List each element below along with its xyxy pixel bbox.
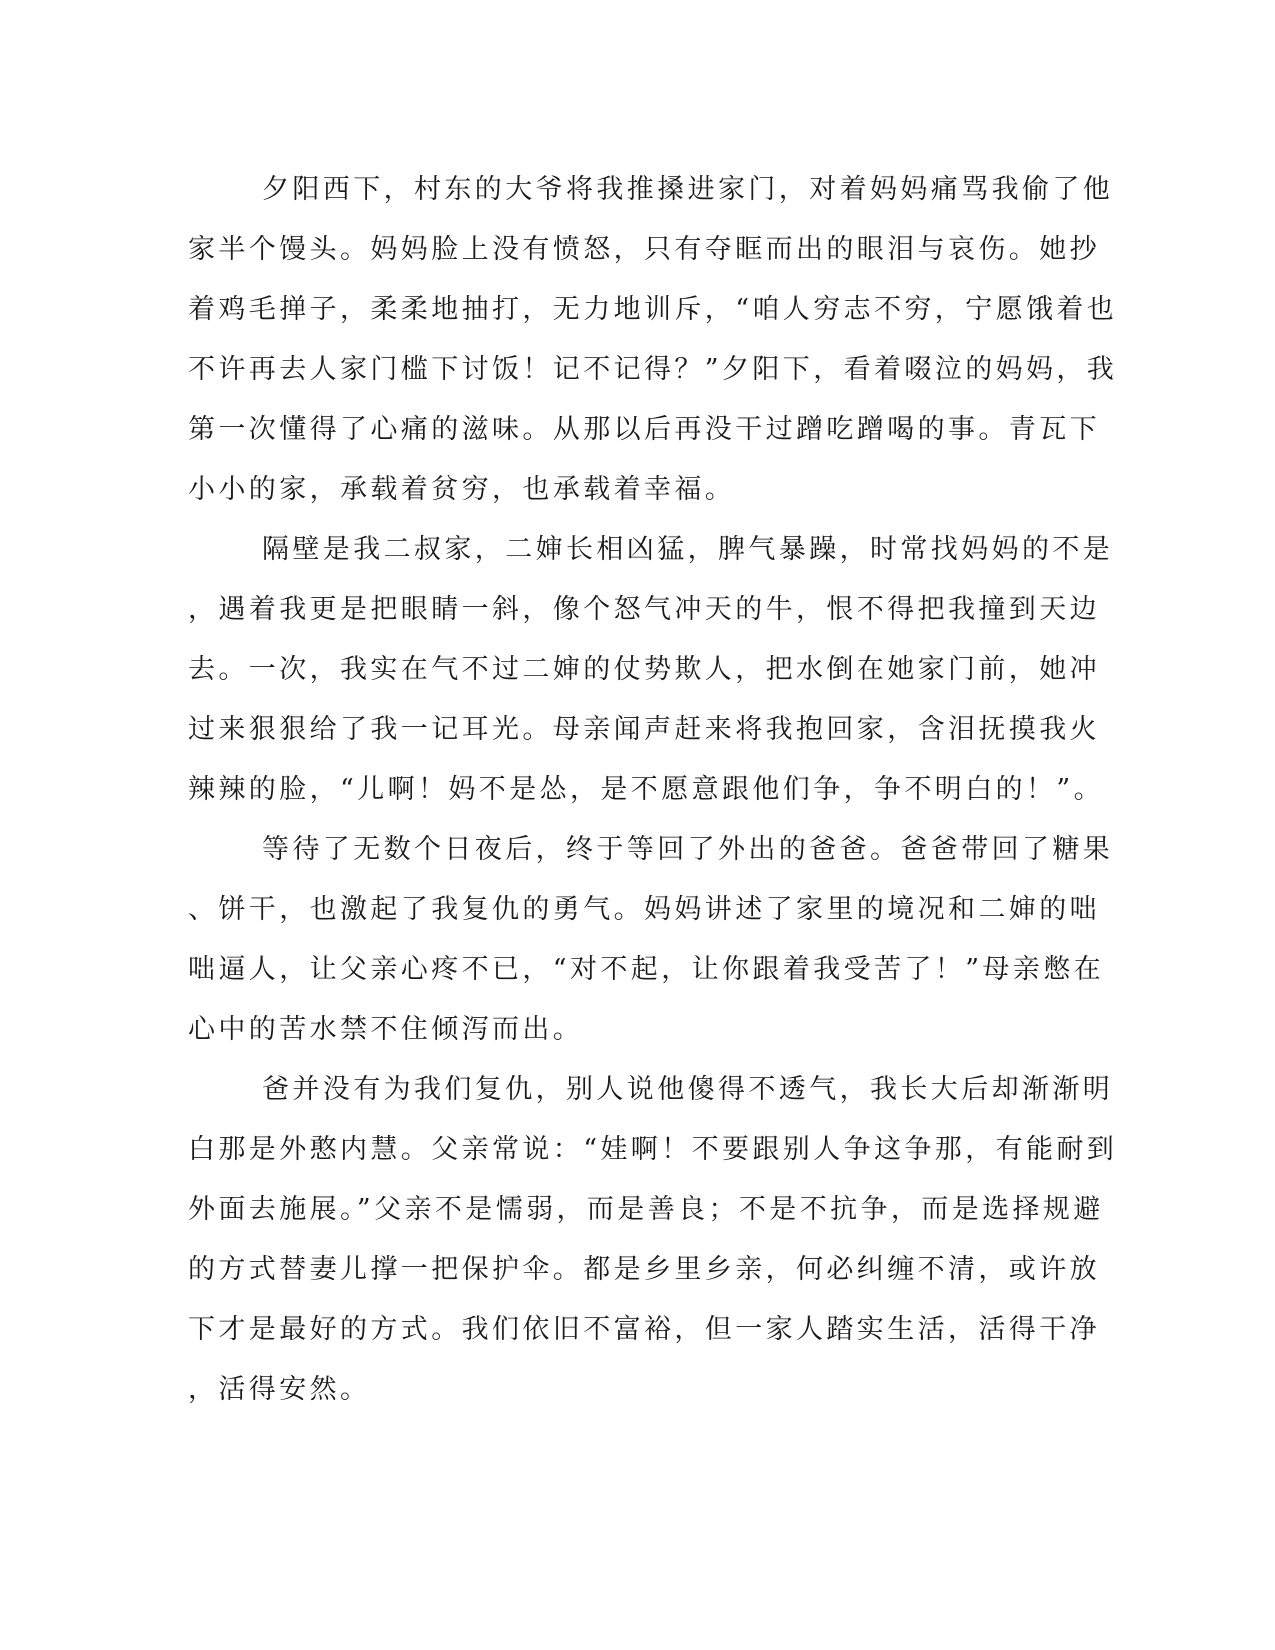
text-line: 的方式替妻儿撑一把保护伞。都是乡里乡亲，何必纠缠不清，或许放 <box>188 1254 1100 1285</box>
text-line: 隔壁是我二叔家，二婶长相凶猛，脾气暴躁，时常找妈妈的不是 <box>262 534 1114 565</box>
text-line: 辣辣的脸，“儿啊！妈不是怂，是不愿意跟他们争，争不明白的！”。 <box>188 774 1105 805</box>
text-line: 、饼干，也激起了我复仇的勇气。妈妈讲述了家里的境况和二婶的咄 <box>188 894 1100 925</box>
text-line: 过来狠狠给了我一记耳光。母亲闻声赶来将我抱回家，含泪抚摸我火 <box>188 714 1100 745</box>
text-line: 第一次懂得了心痛的滋味。从那以后再没干过蹭吃蹭喝的事。青瓦下 <box>188 414 1100 445</box>
text-line: ，遇着我更是把眼睛一斜，像个怒气冲天的牛，恨不得把我撞到天边 <box>188 594 1100 625</box>
text-line: 夕阳西下，村东的大爷将我推搡进家门，对着妈妈痛骂我偷了他 <box>262 174 1114 205</box>
paragraph-1 <box>188 160 1118 520</box>
text-line: 下才是最好的方式。我们依旧不富裕，但一家人踏实生活，活得干净 <box>188 1314 1100 1345</box>
text-line: 外面去施展。”父亲不是懦弱，而是善良；不是不抗争，而是选择规避 <box>188 1194 1104 1225</box>
text-line: 咄逼人，让父亲心疼不已，“对不起，让你跟着我受苦了！”母亲憋在 <box>188 954 1105 985</box>
text-line: 等待了无数个日夜后，终于等回了外出的爸爸。爸爸带回了糖果 <box>262 834 1114 865</box>
text-line: 去。一次，我实在气不过二婶的仗势欺人，把水倒在她家门前，她冲 <box>188 654 1100 685</box>
text-line: 家半个馒头。妈妈脸上没有愤怒，只有夺眶而出的眼泪与哀伤。她抄 <box>188 234 1100 265</box>
paragraph-4 <box>188 1060 1118 1420</box>
text-line: 小小的家，承载着贫穷，也承载着幸福。 <box>188 474 736 505</box>
document-body <box>188 160 1118 1420</box>
text-line: 心中的苦水禁不住倾泻而出。 <box>188 1014 584 1045</box>
text-line: 白那是外憨内慧。父亲常说：“娃啊！不要跟别人争这争那，有能耐到 <box>188 1134 1118 1165</box>
text-line: 着鸡毛掸子，柔柔地抽打，无力地训斥，“咱人穷志不穷，宁愿饿着也 <box>188 294 1118 325</box>
text-line: 爸并没有为我们复仇，别人说他傻得不透气，我长大后却渐渐明 <box>262 1074 1114 1105</box>
text-line: ，活得安然。 <box>188 1374 371 1405</box>
paragraph-3 <box>188 820 1114 1060</box>
paragraph-2 <box>188 520 1114 820</box>
text-line: 不许再去人家门槛下讨饭！记不记得？”夕阳下，看着啜泣的妈妈，我 <box>188 354 1118 385</box>
